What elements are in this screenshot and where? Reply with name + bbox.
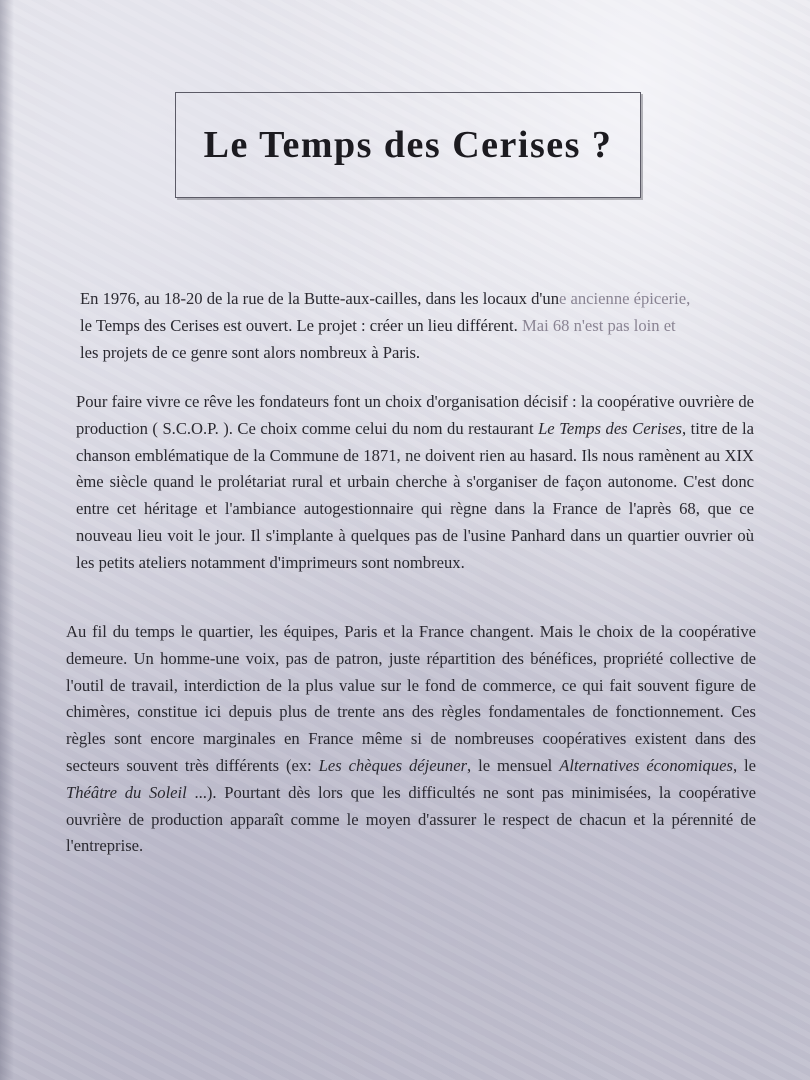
restaurant-name: Le Temps des Cerises	[538, 418, 682, 438]
page-title: Le Temps des Cerises ?	[203, 124, 613, 166]
paragraph-text: ...). Pourtant dès lors que les difficultés ne sont pas minimisées, la coopérative ouvrière de production apparaît comme le moyen d'assurer le respect de chacun et la pérennité de l'entreprise.	[66, 782, 756, 856]
page-edge-shadow	[0, 0, 14, 1080]
paragraph-text: Au fil du temps le quartier, les équipes, Paris et la France changent. Mais le choix de la coopérative demeure. Un homme-une voix, pas de patron, juste répartition des bénéfices, propriété collective de l'outil de travail, interdiction de la plus value sur le fond de commerce, ce qui fait souvent figure de chimères, constitue ici depuis plus de trente ans des règles fondamentales de fonctionnement. Ces règles sont encore marginales en France même si de nombreuses coopératives existent dans des secteurs souvent très différents (ex:	[66, 622, 756, 775]
title-box	[175, 92, 641, 198]
paragraph-history	[80, 286, 748, 366]
paragraph-text: En 1976, au 18-20 de la rue de la Butte-aux-cailles, dans les locaux d'un	[80, 289, 559, 308]
paragraph-text: les projets de ce genre sont alors nombreux à Paris.	[80, 342, 421, 362]
example-theatre-du-soleil: Théâtre du Soleil	[66, 782, 187, 802]
paragraph-text: le Temps des Cerises est ouvert. Le projet : créer un lieu différent.	[80, 315, 518, 335]
faded-text: e ancienne épicerie,	[559, 289, 691, 308]
paragraph-cooperative	[76, 389, 754, 577]
example-cheques-dejeuner: Les chèques déjeuner	[318, 755, 468, 775]
paragraph-text: , le mensuel	[467, 755, 560, 775]
paragraph-text: Pour faire vivre ce rêve les fondateurs font un choix d'organisation décisif : la coopérative ouvrière de production ( S.C.O.P. ). Ce choix comme celui du nom du restaurant	[76, 392, 754, 438]
faded-text: Mai 68 n'est pas loin et	[517, 315, 676, 335]
paragraph-text: , titre de la chanson emblématique de la Commune de 1871, ne doivent rien au hasard. Ils nous ramènent au XIX ème siècle quand le prolétariat rural et urbain cherche à s'organiser de façon autonome. C'est donc entre cet héritage et l'ambiance autogestionnaire qui règne dans la France de l'après 68, que ce nouveau lieu voit le jour. Il s'implante à quelques pas de l'usine Panhard dans un quartier ouvrier où les petits ateliers notamment d'imprimeurs sont nombreux.	[76, 418, 754, 572]
paragraph-text: , le	[732, 755, 756, 775]
paragraph-principles	[66, 619, 756, 860]
example-alternatives-economiques: Alternatives économiques	[559, 755, 733, 775]
